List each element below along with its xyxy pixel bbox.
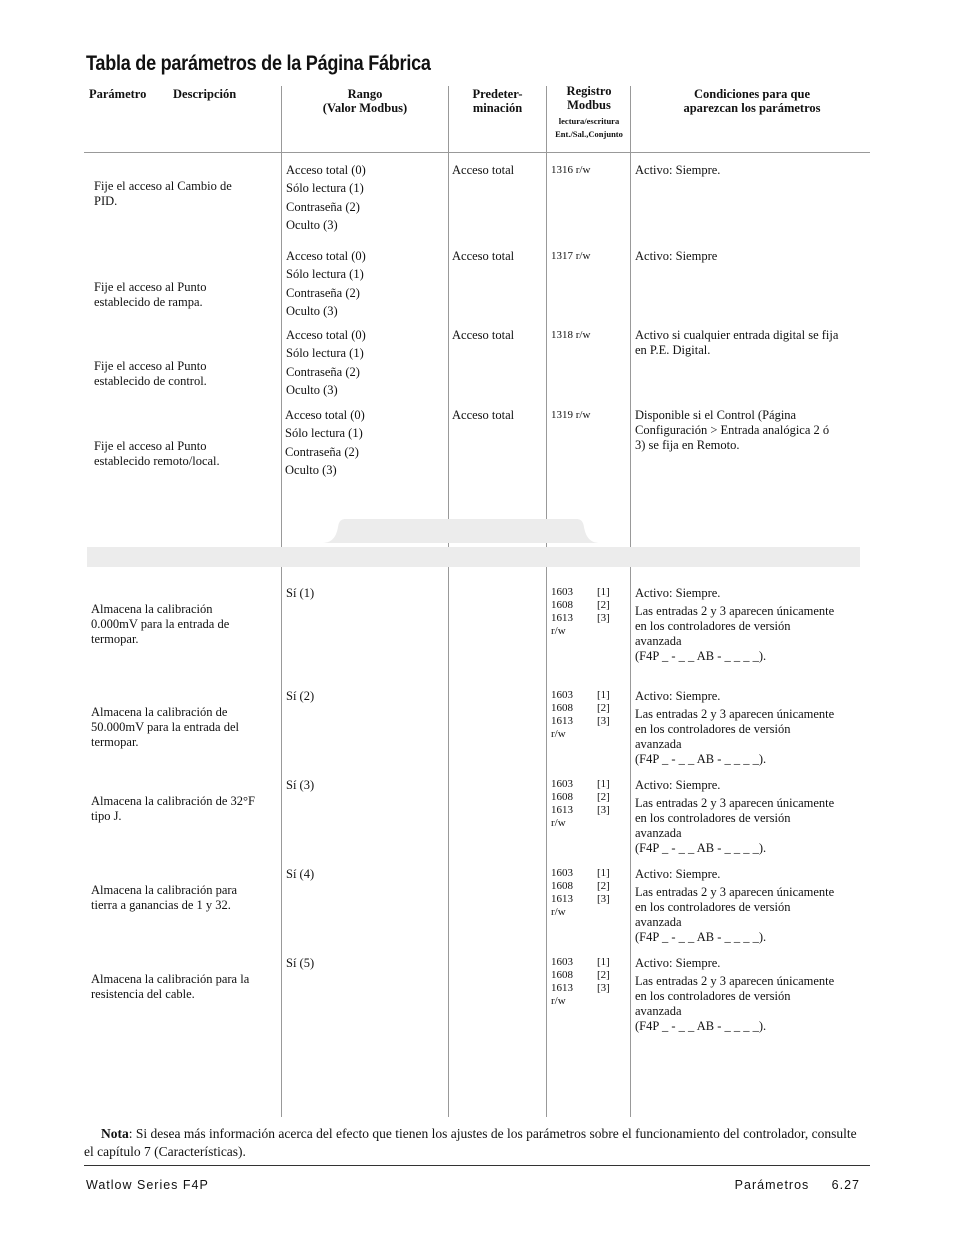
desc-line: Fije el acceso al Cambio de bbox=[94, 179, 232, 193]
section-tab-shape bbox=[322, 519, 600, 543]
desc-line: Almacena la calibración de bbox=[91, 705, 228, 719]
desc-line: Fije el acceso al Punto bbox=[94, 280, 207, 294]
modbus-line: 1608 [2] bbox=[551, 702, 610, 714]
table-row-description bbox=[91, 883, 237, 913]
table-row-range bbox=[286, 247, 366, 320]
modbus-line: 1613 [3] bbox=[551, 612, 610, 624]
cond-line: Las entradas 2 y 3 aparecen únicamente bbox=[635, 707, 835, 721]
desc-line: termopar. bbox=[91, 632, 139, 646]
cond-line: avanzada bbox=[635, 737, 682, 751]
desc-line: tipo J. bbox=[91, 809, 122, 823]
table-row-condition bbox=[635, 249, 717, 264]
desc-line: PID. bbox=[94, 194, 118, 208]
modbus-line: 1603 [1] bbox=[551, 956, 610, 968]
desc-line: 0.000mV para la entrada de bbox=[91, 617, 230, 631]
range-option: Contraseña (2) bbox=[286, 285, 360, 300]
table-row-range bbox=[285, 406, 365, 479]
header-divider bbox=[84, 152, 870, 153]
table-row-range bbox=[286, 161, 366, 234]
modbus-line: 1613 [3] bbox=[551, 982, 610, 994]
header-descripcion: Descripción bbox=[173, 87, 237, 101]
column-divider-3 bbox=[546, 86, 547, 1117]
modbus-line: 1608 [2] bbox=[551, 599, 610, 611]
modbus-line: 1608 [2] bbox=[551, 880, 610, 892]
note-text: : Si desea más información acerca del efecto que tienen los ajustes de los parámetros sobre el funcionamiento del controlador, consulte el capítulo 7 (Características). bbox=[84, 1126, 857, 1159]
range-option: Contraseña (2) bbox=[286, 364, 360, 379]
table-row-condition bbox=[635, 328, 838, 358]
range-option: Sólo lectura (1) bbox=[286, 346, 364, 361]
header-cond-line2: aparezcan los parámetros bbox=[683, 101, 821, 115]
table-row-default: Acceso total bbox=[452, 163, 515, 177]
range-option: Oculto (3) bbox=[286, 217, 338, 232]
table-row-modbus: 1317 r/w bbox=[551, 250, 591, 262]
table-row-description bbox=[91, 794, 255, 824]
cond-line: Activo: Siempre. bbox=[635, 689, 721, 703]
table-row-description bbox=[94, 280, 206, 310]
header-condiciones bbox=[632, 87, 872, 115]
table-row-range bbox=[286, 326, 366, 399]
header-predet-line1: Predeter- bbox=[472, 87, 523, 101]
range-option: Acceso total (0) bbox=[286, 163, 366, 177]
footer-page-number: 6.27 bbox=[831, 1178, 860, 1192]
desc-line: 50.000mV para la entrada del bbox=[91, 720, 239, 734]
header-rango-line2: (Valor Modbus) bbox=[322, 101, 408, 115]
range-option: Acceso total (0) bbox=[286, 328, 366, 342]
table-row-default: Acceso total bbox=[452, 408, 515, 422]
table-row-condition bbox=[635, 778, 834, 856]
column-divider-1 bbox=[281, 86, 282, 1117]
cond-line: avanzada bbox=[635, 915, 682, 929]
footer-rule bbox=[84, 1165, 870, 1166]
desc-line: Almacena la calibración de 32°F bbox=[91, 794, 255, 808]
table-row-modbus bbox=[551, 778, 610, 830]
table-row-description bbox=[91, 972, 249, 1002]
cond-line: en los controladores de versión bbox=[635, 722, 791, 736]
table-row-description bbox=[94, 359, 207, 389]
page-title: Tabla de parámetros de la Página Fábrica bbox=[86, 52, 431, 75]
cond-line: Activo: Siempre. bbox=[635, 956, 721, 970]
column-divider-4 bbox=[630, 86, 631, 1117]
header-predeterminacion bbox=[449, 87, 546, 115]
cond-line: (F4P _ - _ _ AB - _ _ _ _). bbox=[635, 752, 767, 766]
table-row-condition bbox=[635, 689, 834, 767]
cond-line: (F4P _ - _ _ AB - _ _ _ _). bbox=[635, 649, 767, 663]
table-row-range: Sí (2) bbox=[286, 689, 315, 703]
footer-product: Watlow Series F4P bbox=[86, 1178, 209, 1192]
table-row-modbus: 1316 r/w bbox=[551, 164, 591, 176]
table-row-range: Sí (1) bbox=[286, 586, 315, 600]
range-option: Contraseña (2) bbox=[286, 199, 360, 214]
section-band bbox=[87, 547, 860, 567]
header-rango-line1: Rango bbox=[347, 87, 383, 101]
cond-line: (F4P _ - _ _ AB - _ _ _ _). bbox=[635, 1019, 767, 1033]
desc-line: establecido de control. bbox=[94, 374, 207, 388]
cond-line: en los controladores de versión bbox=[635, 619, 791, 633]
modbus-line: 1603 [1] bbox=[551, 778, 610, 790]
range-option: Acceso total (0) bbox=[286, 249, 366, 263]
table-row-condition bbox=[635, 956, 834, 1034]
cond-line: Las entradas 2 y 3 aparecen únicamente bbox=[635, 796, 835, 810]
modbus-line: 1603 [1] bbox=[551, 867, 610, 879]
range-option: Oculto (3) bbox=[286, 382, 338, 397]
cond-line: Las entradas 2 y 3 aparecen únicamente bbox=[635, 604, 835, 618]
cond-line: (F4P _ - _ _ AB - _ _ _ _). bbox=[635, 841, 767, 855]
cond-line: en los controladores de versión bbox=[635, 900, 791, 914]
table-row-modbus bbox=[551, 956, 610, 1008]
header-registro-sub bbox=[547, 115, 631, 141]
desc-line: Almacena la calibración para bbox=[91, 883, 238, 897]
range-option: Oculto (3) bbox=[285, 462, 337, 477]
modbus-line: 1608 [2] bbox=[551, 791, 610, 803]
cond-line: Activo: Siempre. bbox=[635, 778, 721, 792]
header-predet-line2: minación bbox=[472, 101, 523, 115]
table-row-modbus bbox=[551, 689, 610, 741]
modbus-line: 1608 [2] bbox=[551, 969, 610, 981]
table-row-modbus: 1319 r/w bbox=[551, 409, 591, 421]
modbus-line: r/w bbox=[551, 817, 566, 829]
cond-line: en los controladores de versión bbox=[635, 811, 791, 825]
footer-page-info bbox=[735, 1178, 860, 1192]
cond-line: Configuración > Entrada analógica 2 ó bbox=[635, 423, 830, 437]
modbus-line: 1613 [3] bbox=[551, 893, 610, 905]
modbus-line: r/w bbox=[551, 728, 566, 740]
desc-line: Fije el acceso al Punto bbox=[94, 439, 207, 453]
desc-line: Fije el acceso al Punto bbox=[94, 359, 207, 373]
header-registro-line2: Modbus bbox=[567, 98, 611, 112]
cond-line: Las entradas 2 y 3 aparecen únicamente bbox=[635, 974, 835, 988]
table-row-description bbox=[91, 602, 229, 647]
note-label: Nota bbox=[101, 1126, 129, 1141]
note-paragraph bbox=[84, 1125, 864, 1160]
modbus-line: r/w bbox=[551, 906, 566, 918]
table-row-condition bbox=[635, 867, 834, 945]
desc-line: termopar. bbox=[91, 735, 139, 749]
desc-line: establecido remoto/local. bbox=[94, 454, 220, 468]
cond-line: avanzada bbox=[635, 1004, 682, 1018]
table-row-range: Sí (5) bbox=[286, 956, 315, 970]
cond-line: 3) se fija en Remoto. bbox=[635, 438, 740, 452]
cond-line: Activo: Siempre. bbox=[635, 867, 721, 881]
table-row-modbus bbox=[551, 867, 610, 919]
table-row-range: Sí (4) bbox=[286, 867, 315, 881]
modbus-line: 1613 [3] bbox=[551, 804, 610, 816]
modbus-line: 1603 [1] bbox=[551, 586, 610, 598]
modbus-line: r/w bbox=[551, 625, 566, 637]
desc-line: Almacena la calibración para la bbox=[91, 972, 250, 986]
table-row-default: Acceso total bbox=[452, 328, 515, 342]
cond-line: en P.E. Digital. bbox=[635, 343, 711, 357]
table-row-range: Sí (3) bbox=[286, 778, 315, 792]
header-rango bbox=[282, 87, 448, 115]
cond-line: Activo: Siempre. bbox=[635, 163, 721, 177]
modbus-line: r/w bbox=[551, 995, 566, 1007]
cond-line: Disponible si el Control (Página bbox=[635, 408, 797, 422]
cond-line: Activo: Siempre. bbox=[635, 586, 721, 600]
desc-line: tierra a ganancias de 1 y 32. bbox=[91, 898, 231, 912]
table-row-condition bbox=[635, 586, 834, 664]
header-parametro: Parámetro bbox=[89, 87, 147, 101]
cond-line: Las entradas 2 y 3 aparecen únicamente bbox=[635, 885, 835, 899]
range-option: Oculto (3) bbox=[286, 303, 338, 318]
table-row-condition bbox=[635, 408, 829, 453]
range-option: Sólo lectura (1) bbox=[285, 426, 363, 441]
table-row-description bbox=[94, 179, 232, 209]
table-row-default: Acceso total bbox=[452, 249, 515, 263]
desc-line: Almacena la calibración bbox=[91, 602, 213, 616]
cond-line: Activo si cualquier entrada digital se fija bbox=[635, 328, 839, 342]
table-row-description bbox=[94, 439, 220, 469]
cond-line: avanzada bbox=[635, 826, 682, 840]
table-row-description bbox=[91, 705, 239, 750]
table-row-modbus bbox=[551, 586, 610, 638]
range-option: Acceso total (0) bbox=[285, 408, 365, 422]
footer-section: Parámetros bbox=[734, 1178, 810, 1192]
header-registro-line4: Ent./Sal.,Conjunto bbox=[555, 129, 623, 139]
desc-line: resistencia del cable. bbox=[91, 987, 195, 1001]
range-option: Contraseña (2) bbox=[285, 444, 359, 459]
cond-line: en los controladores de versión bbox=[635, 989, 791, 1003]
cond-line: avanzada bbox=[635, 634, 682, 648]
range-option: Sólo lectura (1) bbox=[286, 181, 364, 196]
desc-line: establecido de rampa. bbox=[94, 295, 203, 309]
range-option: Sólo lectura (1) bbox=[286, 267, 364, 282]
modbus-line: 1603 [1] bbox=[551, 689, 610, 701]
column-divider-2 bbox=[448, 86, 449, 1117]
header-registro-line1: Registro bbox=[566, 84, 612, 98]
table-row-condition bbox=[635, 163, 720, 178]
table-row-modbus: 1318 r/w bbox=[551, 329, 591, 341]
cond-line: (F4P _ - _ _ AB - _ _ _ _). bbox=[635, 930, 767, 944]
header-cond-line1: Condiciones para que bbox=[694, 87, 810, 101]
modbus-line: 1613 [3] bbox=[551, 715, 610, 727]
header-registro-line3: lectura/escritura bbox=[558, 116, 620, 126]
header-registro bbox=[547, 84, 631, 112]
cond-line: Activo: Siempre bbox=[635, 249, 718, 263]
